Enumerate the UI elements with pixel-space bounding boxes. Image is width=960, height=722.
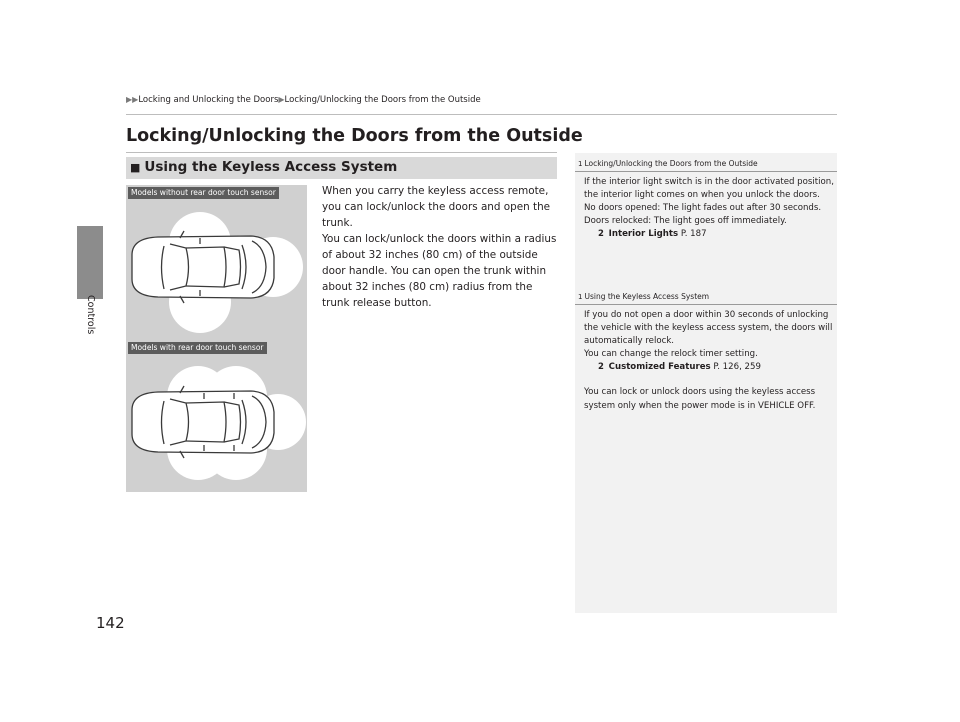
note-line: If you do not open a door within 30 seconds of unlocking the vehicle with the keyless access system, the doors will automatically relock. (584, 310, 833, 347)
cross-reference-interior-lights[interactable] (584, 228, 834, 241)
breadcrumb (126, 95, 481, 105)
xref-name: Interior Lights (608, 229, 679, 240)
note-body (584, 176, 834, 241)
note-title-text: Using the Keyless Access System (584, 292, 710, 301)
breadcrumb-item-from-outside[interactable]: Locking/Unlocking the Doors from the Outside (284, 95, 481, 105)
body-paragraph: When you carry the keyless access remote, you can lock/unlock the doors and open the trunk. (322, 185, 551, 229)
chapter-tab (77, 226, 103, 299)
xref-page: P. 187 (680, 229, 707, 240)
note-locking-unlocking (575, 157, 837, 241)
notes-sidebar (575, 153, 837, 613)
note-keyless-access (575, 290, 837, 413)
chapter-label: Controls (85, 295, 96, 335)
note-line: If the interior light switch is in the door activated position, the interior light comes on when you unlock the doors. (584, 177, 834, 201)
xref-name: Customized Features (608, 362, 711, 373)
note-title (575, 157, 837, 172)
page-title: Locking/Unlocking the Doors from the Outside (126, 126, 583, 146)
reference-arrow-icon: 2 (598, 362, 604, 373)
note-line: Doors relocked: The light goes off immediately. (584, 216, 787, 227)
section-heading (130, 159, 397, 175)
figure-label-with-sensor: Models with rear door touch sensor (128, 342, 267, 354)
cross-reference-customized-features[interactable] (584, 361, 834, 374)
note-line: You can lock or unlock doors using the keyless access system only when the power mode is in VEHICLE OFF. (584, 387, 816, 411)
breadcrumb-item-locking-unlocking[interactable]: Locking and Unlocking the Doors (138, 95, 279, 105)
figure-label-without-sensor: Models without rear door touch sensor (128, 187, 279, 199)
note-title-text: Locking/Unlocking the Doors from the Outside (584, 159, 758, 168)
section-heading-text: Using the Keyless Access System (144, 159, 398, 175)
section-square-icon: ■ (130, 161, 141, 174)
note-marker-icon: 1 (578, 293, 583, 301)
body-text (322, 183, 560, 311)
header-divider (126, 114, 837, 115)
note-marker-icon: 1 (578, 160, 583, 168)
breadcrumb-separator-icon: ▶ (278, 95, 285, 104)
keyless-range-illustration (126, 185, 307, 492)
car-top-view-icon (132, 231, 274, 303)
breadcrumb-arrow-icon: ▶▶ (126, 95, 139, 104)
note-line: You can change the relock timer setting. (584, 349, 758, 360)
note-body (584, 309, 834, 413)
xref-page: P. 126, 259 (713, 362, 761, 373)
note-line: No doors opened: The light fades out after 30 seconds. (584, 203, 822, 214)
body-paragraph: You can lock/unlock the doors within a radius of about 32 inches (80 cm) of the outside door handle. You can open the trunk within about 32 inches (80 cm) radius from the trunk release button. (322, 233, 557, 309)
car-top-view-icon-2 (132, 386, 274, 458)
reference-arrow-icon: 2 (598, 229, 604, 240)
keyless-range-diagram (126, 185, 307, 492)
title-divider (126, 152, 557, 153)
page-number: 142 (96, 614, 125, 632)
note-title (575, 290, 837, 305)
